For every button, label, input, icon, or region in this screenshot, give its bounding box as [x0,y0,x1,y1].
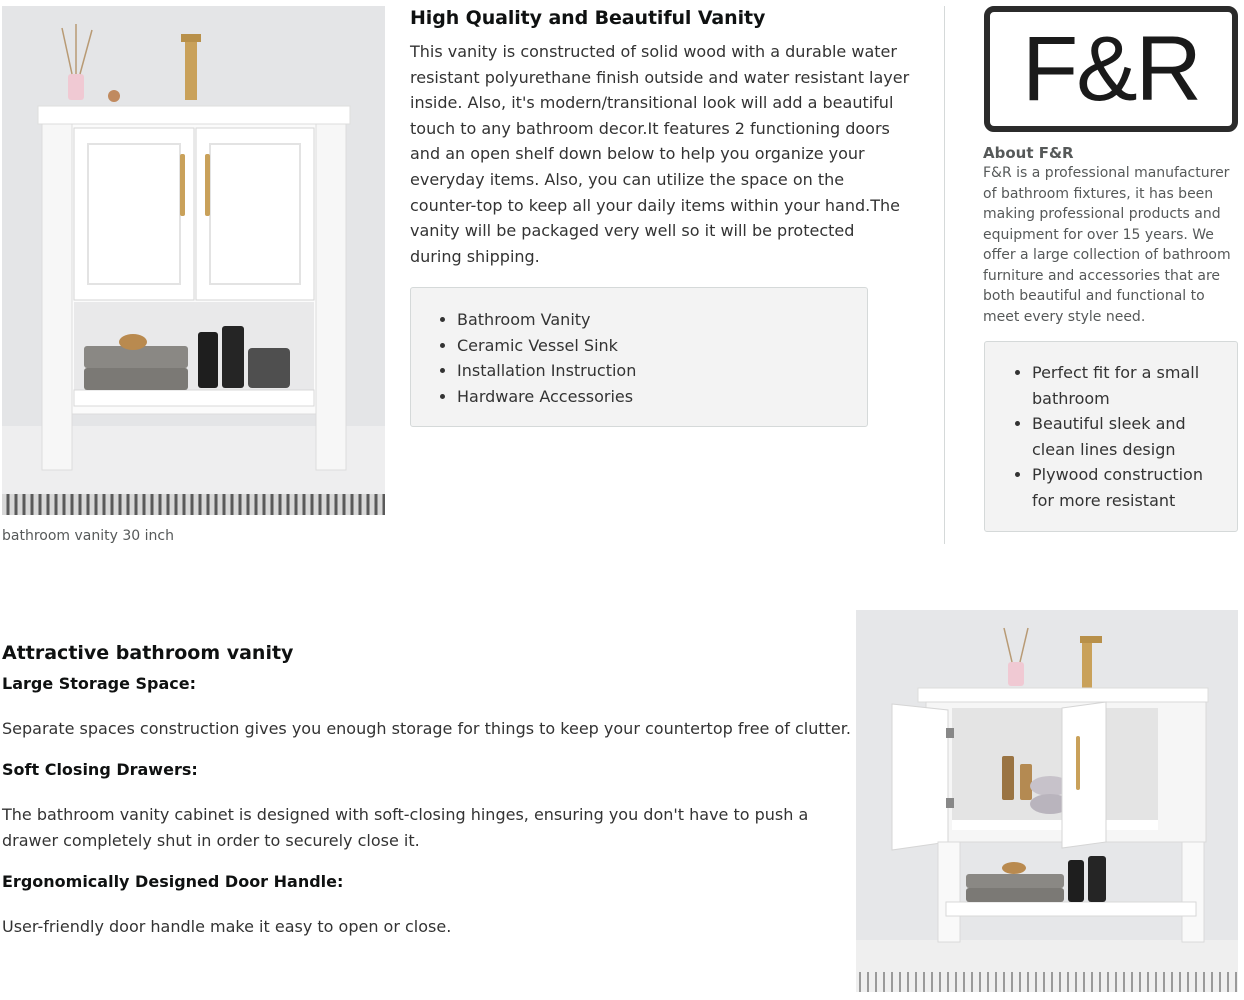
list-item: • Beautiful sleek and clean lines design [1032,411,1223,462]
included-items-list [457,307,867,409]
brand-logo[interactable] [984,6,1238,132]
feature-title: Soft Closing Drawers: [2,760,198,779]
list-item: • Hardware Accessories [457,384,867,410]
brand-logo-text: F&R [1022,18,1200,120]
feature-text: The bathroom vanity cabinet is designed with soft-closing hinges, ensuring you don't have to push a drawer completely shut in order to securely close it. [2,805,809,850]
vertical-divider [944,6,945,544]
feature-details-block [2,639,862,957]
list-item: • Plywood construction for more resistant [1032,462,1223,513]
product-image-vanity-open[interactable] [856,610,1238,992]
image-caption: bathroom vanity 30 inch [2,528,174,544]
feature-text: User-friendly door handle make it easy to open or close. [2,917,452,936]
brand-features-box [984,341,1238,532]
feature-text: Separate spaces construction gives you enough storage for things to keep your countertop free of clutter. [2,719,851,738]
brand-features-list [1032,360,1223,513]
product-image-vanity-closed[interactable] [2,6,385,515]
description-heading: High Quality and Beautiful Vanity [410,7,766,29]
list-item: • Installation Instruction [457,358,867,384]
feature-title: Ergonomically Designed Door Handle: [2,872,344,891]
about-title: About F&R [983,144,1074,162]
list-item: • Bathroom Vanity [457,307,867,333]
vanity-open-illustration [856,610,1238,992]
product-description-block [410,6,910,269]
included-items-box [410,287,868,427]
vanity-closed-illustration [2,6,385,515]
feature-title: Large Storage Space: [2,674,196,693]
about-brand-section [983,143,1238,327]
feature-heading: Attractive bathroom vanity [2,642,294,664]
list-item: • Perfect fit for a small bathroom [1032,360,1223,411]
description-paragraph: This vanity is constructed of solid wood with a durable water resistant polyurethane finish outside and water resistant layer inside. Also, it's modern/transitional look will add a beautiful touch to any bathroom decor.It features 2 functioning doors and an open shelf down below to help you organize your everyday items. Also, you can utilize the space on the counter-top to keep all your daily items within your hand.The vanity will be packaged very well so it will be protected during shipping. [410,42,910,266]
list-item: • Ceramic Vessel Sink [457,333,867,359]
about-text: F&R is a professional manufacturer of bathroom fixtures, it has been making professional products and equipment for over 15 years. We offer a large collection of bathroom furniture and accessories that are both beautiful and functional to meet every style need. [983,165,1231,325]
